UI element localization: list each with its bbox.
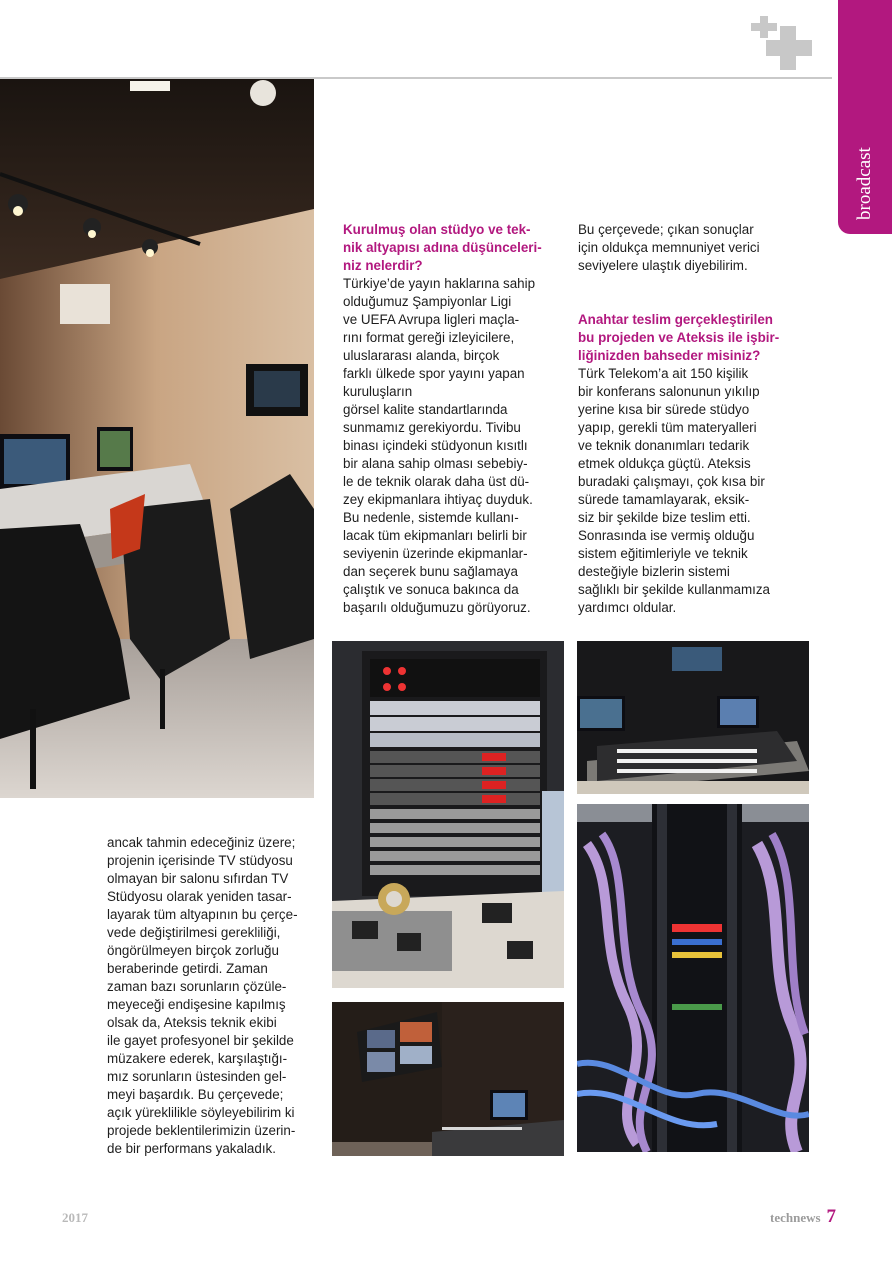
left-column	[107, 834, 317, 1158]
equipment-rack-photo	[332, 641, 564, 988]
cable-rack-photo	[577, 804, 809, 1152]
section-tab-label: broadcast	[854, 147, 875, 220]
footer-year: 2017	[62, 1210, 88, 1225]
plus-decoration-icon	[748, 14, 814, 72]
control-room-photo	[332, 1002, 564, 1156]
broadcast-console-photo	[577, 641, 809, 794]
interview-answer: Türk Telekom’a ait 150 kişilik bir konferans salonunun yıkılıp yerine kısa bir sürede stüdyo yapıp, gerekli tüm materyalleri ve teknik donanımları tedarik etmek oldukça güçtü. Ateksis buradaki çalışmayı, çok kısa bir sürede tamamlayarak, eksik- siz bir şekilde bize teslim etti. Sonrasında ise vermiş olduğu sistem eğitimleriyle ve teknik desteğiyle bizlerin sistemi sağlıklı bir şekilde kullanmamıza yardımcı oldular.	[578, 366, 771, 615]
section-tab	[838, 0, 892, 234]
page-number: 7	[826, 1206, 837, 1227]
footer-brand-name: technews	[770, 1210, 821, 1225]
interview-question: Anahtar teslim gerçekleştirilen bu projeden ve Ateksis ile işbir- liğinizden bahseder misiniz?	[578, 312, 780, 363]
paragraph: ancak tahmin edeceğiniz üzere; projenin içerisinde TV stüdyosu olmayan bir salonu sıfırdan TV Stüdyosu olarak yeniden tasar- layarak tüm altyapının bu çerçe- vede değiştirilmesi gerekliliği, öngörülmeyen birçok zorluğu beraberinde getirdi. Zaman zaman bazı sorunların çözüle- meyeceği endişesine kapılmış olsak da, Ateksis teknik ekibi ile gayet profesyonel bir şekilde müzakere ederek, karşılaştığı- mız sorunların üstesinden gel- meyi başardık. Bu çerçevede; açık yüreklilikle söyleyebilirim ki projede beklentilerimizin üzerin- de bir performans yakaladık.	[107, 835, 298, 1156]
interview-answer: Türkiye’de yayın haklarına sahip olduğumuz Şampiyonlar Ligi ve UEFA Avrupa ligleri maçla- rını format gereği izleyicilere, uluslararası alanda, birçok farklı ülkede spor yayını yapan kuruluşların görsel kalite standartlarında sunmamız gerekiyordu. Tivibu binası içindeki stüdyonun kısıtlı bir alana sahip olması sebebiy- le de teknik olarak daha üst dü- zey ekipmanlara ihtiyaç duyduk. Bu nedenle, sistemde kullanı- lacak tüm ekipmanları belirli bir seviyenin üzerinde ekipmanlar- dan seçerek bunu sağlamaya çalıştık ve sonuca bakınca da başarılı olduğumuzu görüyoruz.	[343, 276, 536, 615]
footer-brand	[770, 1206, 836, 1228]
studio-photo	[0, 79, 314, 798]
interview-question: Kurulmuş olan stüdyo ve tek- nik altyapısı adına düşünceleri- niz nelerdir?	[343, 222, 542, 273]
middle-column	[343, 221, 565, 617]
right-column	[578, 221, 800, 617]
paragraph: Bu çerçevede; çıkan sonuçlar için oldukça memnuniyet verici seviyelere ulaştık diyebilirim.	[578, 222, 760, 273]
